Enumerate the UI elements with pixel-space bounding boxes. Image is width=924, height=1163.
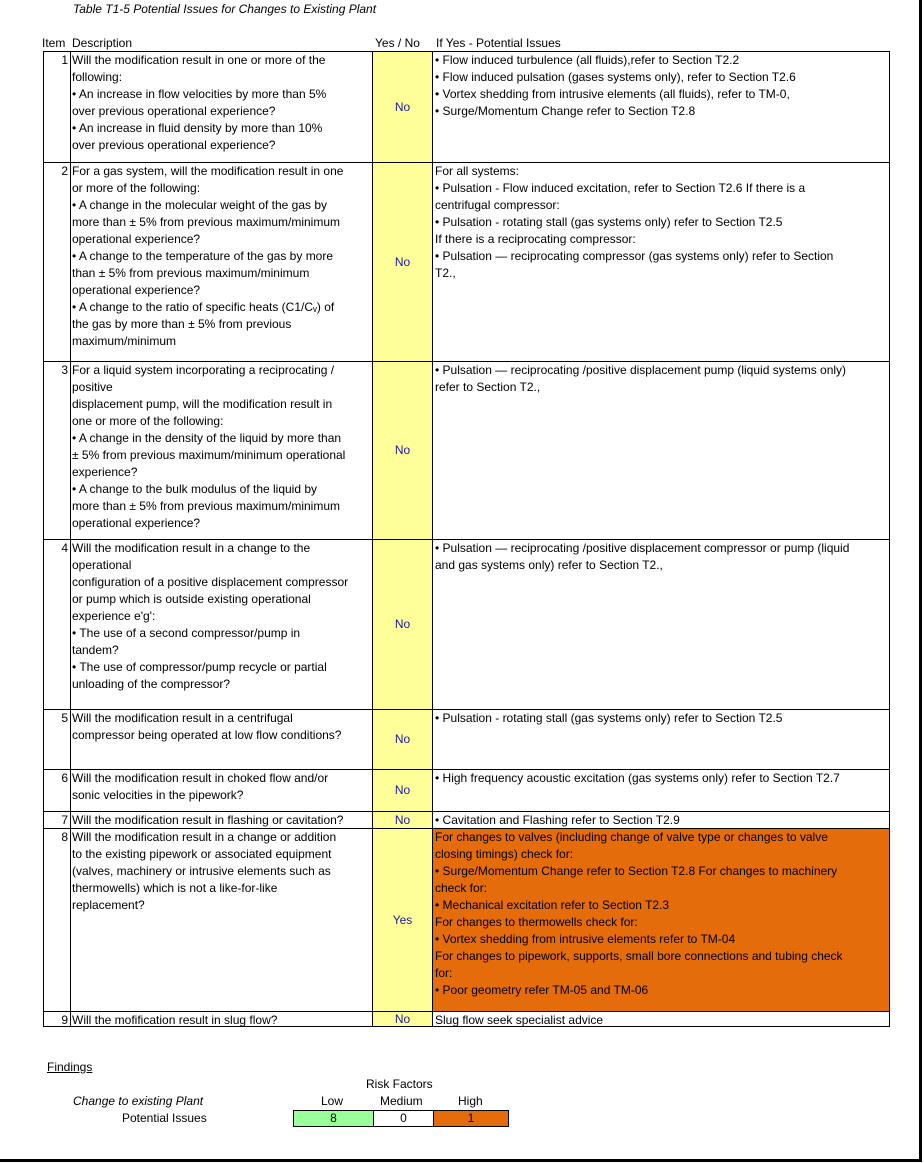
description-line: more than ± 5% from previous maximum/minimum	[72, 499, 340, 513]
issue-line: closing timings) check for:	[435, 847, 574, 861]
answer-cell[interactable]	[372, 539, 433, 710]
description-line: operational experience?	[72, 516, 201, 530]
item-number-cell: 9	[43, 1011, 70, 1027]
issue-line: • Pulsation - Flow induced excitation, refer to Section T2.6 If there is a	[435, 181, 806, 195]
answer-value: No	[394, 99, 411, 114]
description-line: For a liquid system incorporating a reciprocating /	[72, 363, 335, 377]
item-number-cell: 6	[43, 769, 70, 812]
description-line: Will the modification result in a centrifugal	[72, 711, 293, 725]
description-line: • A change in the molecular weight of the gas by	[72, 198, 328, 212]
item-number-cell: 5	[43, 709, 70, 770]
description-line: • The use of a second compressor/pump in	[72, 626, 301, 640]
description-line: Will the modification result in a change or addition	[72, 830, 337, 844]
item-number-cell: 4	[43, 539, 70, 710]
issue-line: For changes to thermowells check for:	[435, 915, 638, 929]
description-line: • A change in the density of the liquid by more than	[72, 431, 342, 445]
answer-cell[interactable]	[372, 51, 433, 163]
issue-line: Slug flow seek specialist advice	[435, 1013, 604, 1027]
description-line: Will the modification result in choked flow and/or	[72, 771, 329, 785]
description-line: the gas by more than ± 5% from previous	[72, 317, 292, 331]
description-line: • A change to the bulk modulus of the liquid by	[72, 482, 318, 496]
issue-line: T2.,	[435, 266, 456, 280]
item-number-cell: 7	[43, 811, 70, 829]
description-line: positive	[72, 380, 113, 394]
issue-line: • Pulsation — reciprocating /positive displacement pump (liquid systems only)	[435, 363, 847, 377]
potential-issues-cell	[433, 1011, 890, 1027]
issue-line: check for:	[435, 881, 488, 895]
description-line: Will the modification result in flashing or cavitation?	[72, 813, 344, 827]
issue-line: • Surge/Momentum Change refer to Section T2.8	[435, 104, 696, 118]
answer-cell[interactable]	[372, 769, 433, 812]
risk-factors-label: Risk Factors	[366, 1077, 433, 1091]
issue-line: If there is a reciprocating compressor:	[435, 232, 636, 246]
issue-line: • Flow induced turbulence (all fluids),refer to Section T2.2	[435, 53, 740, 67]
description-line: • A change to the temperature of the gas by more	[72, 249, 334, 263]
item-number-cell: 3	[43, 361, 70, 540]
item-number-cell: 1	[43, 51, 70, 163]
findings-row-label: Change to existing Plant	[73, 1094, 204, 1108]
description-cell	[70, 769, 372, 812]
description-line: ± 5% from previous maximum/minimum operational	[72, 448, 346, 462]
description-line: or pump which is outside existing operational	[72, 592, 311, 606]
answer-cell[interactable]	[372, 361, 433, 540]
answer-value: Yes	[392, 912, 413, 927]
issue-line: centrifugal compressor:	[435, 198, 560, 212]
issue-line: and gas systems only) refer to Section T2.,	[435, 558, 663, 572]
issue-line: • Vortex shedding from intrusive elements refer to TM-04	[435, 932, 736, 946]
description-cell	[70, 539, 372, 710]
issue-line: • Pulsation - rotating stall (gas systems only) refer to Section T2.5	[435, 711, 783, 725]
description-line: Will the modification result in a change to the	[72, 541, 311, 555]
issue-line: refer to Section T2.,	[435, 380, 541, 394]
answer-value: No	[394, 732, 411, 746]
description-line: over previous operational experience?	[72, 138, 276, 152]
description-line: • An increase in flow velocities by more than 5%	[72, 87, 327, 101]
description-line: For a gas system, will the modification result in one	[72, 164, 344, 178]
findings-row-sublabel: Potential Issues	[122, 1111, 207, 1125]
frame-bottom-border	[0, 1159, 922, 1162]
header-yes-no: Yes / No	[375, 36, 420, 50]
issue-line: For changes to valves (including change of valve type or changes to valve	[435, 830, 828, 844]
answer-value: No	[394, 617, 411, 631]
issue-line: • Cavitation and Flashing refer to Section T2.9	[435, 813, 680, 827]
description-cell	[70, 811, 372, 829]
issue-line: • Pulsation - rotating stall (gas systems only) refer to Section T2.5	[435, 215, 783, 229]
description-line: configuration of a positive displacement compressor	[72, 575, 349, 589]
potential-issues-cell	[433, 162, 890, 362]
level-low-label: Low	[321, 1094, 344, 1108]
description-line: more than ± 5% from previous maximum/minimum	[72, 215, 340, 229]
description-line: compressor being operated at low flow conditions?	[72, 728, 342, 742]
description-line: than ± 5% from previous maximum/minimum	[72, 266, 310, 280]
potential-issues-cell	[433, 828, 890, 1012]
description-line: maximum/minimum	[72, 334, 177, 348]
issue-line: • High frequency acoustic excitation (gas systems only) refer to Section T2.7	[435, 771, 840, 785]
description-line: operational	[72, 558, 132, 572]
description-cell	[70, 1011, 372, 1027]
description-cell	[70, 361, 372, 540]
description-line: experience?	[72, 465, 138, 479]
description-line: replacement?	[72, 898, 145, 912]
level-medium-label: Medium	[380, 1094, 423, 1108]
issue-line: For all systems:	[435, 164, 520, 178]
description-line: tandem?	[72, 643, 119, 657]
description-line: thermowells) which is not a like-for-like	[72, 881, 278, 895]
potential-issues-cell	[433, 769, 890, 812]
potential-issues-cell	[433, 51, 890, 163]
description-line: displacement pump, will the modification result in	[72, 397, 333, 411]
answer-value: No	[394, 783, 411, 797]
answer-value: No	[394, 443, 411, 457]
description-line: Will the modification result in one or more of the	[72, 53, 326, 67]
item-number-cell: 8	[43, 828, 70, 1012]
answer-cell[interactable]	[372, 828, 433, 1012]
potential-issues-cell	[433, 709, 890, 770]
description-line: sonic velocities in the pipework?	[72, 788, 244, 802]
answer-cell[interactable]	[372, 811, 433, 829]
answer-value: No	[394, 812, 411, 827]
description-line: following:	[72, 70, 123, 84]
issue-line: • Pulsation — reciprocating /positive displacement compressor or pump (liquid	[435, 541, 850, 555]
issue-line: • Flow induced pulsation (gases systems only), refer to Section T2.6	[435, 70, 796, 84]
answer-value: No	[394, 254, 411, 269]
description-line: unloading of the compressor?	[72, 677, 231, 691]
issue-line: • Poor geometry refer TM-05 and TM-06	[435, 983, 649, 997]
header-description: Description	[72, 36, 133, 50]
item-number-cell: 2	[43, 162, 70, 362]
answer-cell[interactable]	[372, 1011, 433, 1027]
answer-cell[interactable]	[372, 709, 433, 770]
issue-line: • Surge/Momentum Change refer to Section T2.8 For changes to machinery	[435, 864, 838, 878]
table-title: Table T1-5 Potential Issues for Changes to Existing Plant	[73, 2, 377, 16]
answer-cell[interactable]	[372, 162, 433, 362]
potential-issues-cell	[433, 361, 890, 540]
description-line: • The use of compressor/pump recycle or partial	[72, 660, 327, 674]
level-high-label: High	[458, 1094, 483, 1108]
description-line: operational experience?	[72, 283, 201, 297]
medium-count-cell: 0	[373, 1110, 434, 1127]
frame-right-border	[919, 0, 922, 1160]
description-line: Will the mofification result in slug flow?	[72, 1013, 278, 1027]
header-item: Item	[42, 36, 66, 50]
description-line: • A change to the ratio of specific heats (C1/Cᵥ) of	[72, 300, 335, 314]
issue-line: For changes to pipework, supports, small bore connections and tubing check	[435, 949, 843, 963]
issue-line: • Mechanical excitation refer to Section T2.3	[435, 898, 670, 912]
issue-line: • Pulsation — reciprocating compressor (gas systems only) refer to Section	[435, 249, 834, 263]
description-line: experience e'g':	[72, 609, 156, 623]
low-count-cell: 8	[293, 1110, 374, 1127]
description-cell	[70, 51, 372, 163]
header-potential-issues: If Yes - Potential Issues	[436, 36, 561, 50]
answer-value: No	[394, 1011, 411, 1026]
potential-issues-cell	[433, 811, 890, 829]
description-line: to the existing pipework or associated equipment	[72, 847, 332, 861]
description-line: • An increase in fluid density by more than 10%	[72, 121, 323, 135]
findings-heading: Findings	[47, 1060, 93, 1074]
issue-line: • Vortex shedding from intrusive elements (all fluids), refer to TM-0,	[435, 87, 790, 101]
description-line: or more of the following:	[72, 181, 201, 195]
description-cell	[70, 709, 372, 770]
description-line: (valves, machinery or intrusive elements such as	[72, 864, 331, 878]
high-count-cell: 1	[433, 1110, 509, 1127]
description-cell	[70, 162, 372, 362]
description-line: over previous operational experience?	[72, 104, 276, 118]
description-line: one or more of the following:	[72, 414, 224, 428]
description-line: operational experience?	[72, 232, 201, 246]
issue-line: for:	[435, 966, 453, 980]
description-cell	[70, 828, 372, 1012]
potential-issues-cell	[433, 539, 890, 710]
